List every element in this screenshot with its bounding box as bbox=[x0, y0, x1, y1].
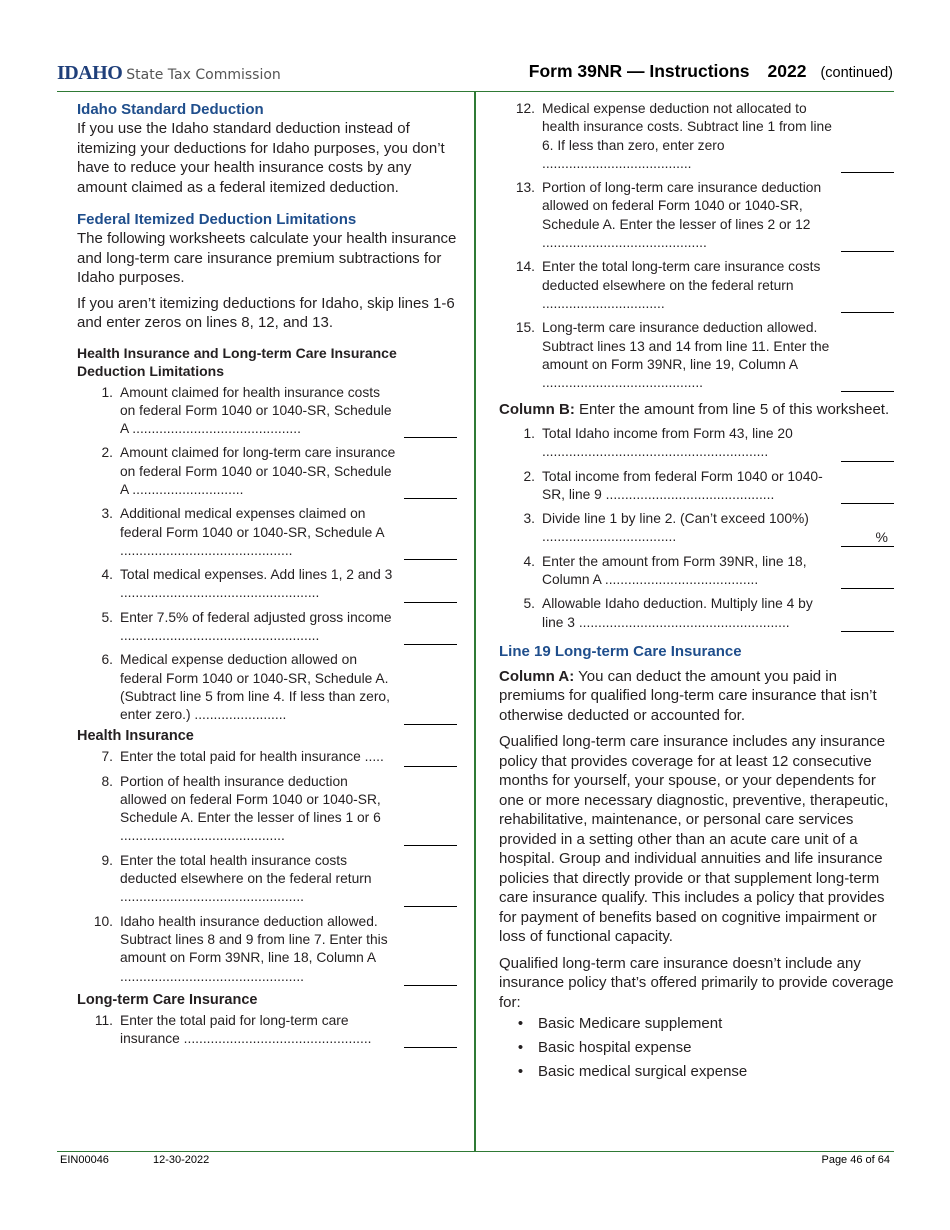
continued-label: (continued) bbox=[820, 65, 893, 81]
line-text: Medical expense deduction allowed on federal Form 1040 or 1040-SR, Schedule A. (Subtract line 5 from line 4. If less than zero, enter zero.) ........................ bbox=[120, 652, 390, 723]
amount-field[interactable] bbox=[841, 443, 894, 462]
list-item-text: Basic medical surgical expense bbox=[538, 1063, 748, 1081]
line-text: Total income from federal Form 1040 or 1040-SR, line 9 ............................................ bbox=[542, 468, 823, 502]
worksheet-line bbox=[77, 651, 457, 724]
column-a-body: You can deduct the amount you paid in premiums for qualified long-term care insurance that isn’t otherwise deducted or accounted for. bbox=[499, 667, 877, 724]
qualified-ltc-text: Qualified long-term care insurance includes any insurance policy that provides coverage for at least 12 consecutive months for yourself, your spouse, or your dependents for one or more necessary diagnostic, preventive, therapeutic, rehabilitative, maintenance, or personal care services provided in a setting other than an acute care unit of a hospital. Group and individual annuities and life insurance policies that directly provide or that supplement long-term care insurance qualify. This includes a policy that provides for payment of benefits based on cognitive impairment or loss of functional capacity. bbox=[499, 733, 889, 946]
amount-field[interactable] bbox=[841, 485, 894, 504]
agency-name: State Tax Commission bbox=[126, 67, 281, 83]
line-number: 8. bbox=[101, 773, 113, 789]
worksheet-lines-7-10 bbox=[77, 748, 457, 986]
line-text: Enter the total long-term care insurance costs deducted elsewhere on the federal return ................................ bbox=[542, 259, 821, 311]
line-number: 12. bbox=[515, 101, 535, 116]
worksheet-line bbox=[77, 748, 457, 767]
line-number: 1. bbox=[101, 384, 113, 400]
worksheet-line bbox=[499, 468, 894, 505]
list-item-text: Basic hospital expense bbox=[538, 1039, 692, 1057]
worksheet-line bbox=[499, 319, 894, 392]
worksheet-line bbox=[499, 258, 894, 313]
line-number: 9. bbox=[101, 852, 113, 868]
worksheet-line bbox=[499, 179, 894, 252]
amount-field[interactable] bbox=[404, 967, 457, 986]
column-b-lines bbox=[499, 425, 894, 632]
line-text: Portion of long-term care insurance deduction allowed on federal Form 1040 or 1040-SR, Schedule A. Enter the lesser of lines 2 or 12 ........................................... bbox=[542, 180, 822, 251]
column-a-label: Column A: bbox=[499, 667, 575, 685]
amount-field[interactable] bbox=[404, 541, 457, 560]
amount-field[interactable] bbox=[404, 748, 457, 767]
column-b-body: Enter the amount from line 5 of this worksheet. bbox=[574, 401, 890, 419]
footer-rule bbox=[57, 1151, 894, 1152]
left-column bbox=[77, 100, 457, 1048]
worksheet-line bbox=[77, 505, 457, 560]
line-text: Enter the amount from Form 39NR, line 18, Column A ........................................ bbox=[542, 553, 807, 588]
amount-field[interactable] bbox=[404, 584, 457, 603]
column-b-text bbox=[499, 400, 894, 420]
list-item-text: Basic Medicare supplement bbox=[538, 1015, 723, 1033]
list-item bbox=[499, 1036, 894, 1060]
line-number: 4. bbox=[101, 567, 113, 583]
line-number: 7. bbox=[101, 748, 113, 764]
worksheet-line-11 bbox=[77, 1012, 457, 1049]
amount-field[interactable] bbox=[841, 528, 894, 547]
line-number: 5. bbox=[101, 609, 113, 625]
amount-field[interactable] bbox=[841, 613, 894, 632]
ltc-heading: Long-term Care Insurance bbox=[77, 991, 258, 1008]
amount-field[interactable] bbox=[841, 373, 894, 392]
line-text: Portion of health insurance deduction allowed on federal Form 1040 or 1040-SR, Schedule A. Enter the lesser of lines 1 or 6 ........................................... bbox=[120, 773, 381, 844]
line-number: 11. bbox=[94, 1012, 113, 1028]
right-column bbox=[499, 100, 894, 1084]
worksheet-line bbox=[499, 553, 894, 590]
worksheet-line bbox=[499, 100, 894, 173]
line-text: Idaho health insurance deduction allowed. Subtract lines 8 and 9 from line 7. Enter this amount on Form 39NR, line 18, Column A ................................................ bbox=[120, 913, 388, 984]
line-number: 1. bbox=[523, 425, 535, 441]
line-text: Enter the total health insurance costs deducted elsewhere on the federal return ................................................ bbox=[120, 852, 372, 905]
line-text: Enter 7.5% of federal adjusted gross income .................................................... bbox=[120, 609, 392, 644]
line-text: Enter the total paid for long-term care insurance ................................................. bbox=[120, 1012, 372, 1047]
line-number: 13. bbox=[515, 180, 535, 196]
idaho-logo-mark: IDAHO bbox=[57, 62, 123, 84]
line-19-heading: Line 19 Long-term Care Insurance bbox=[499, 642, 742, 660]
fed-limits-heading: Federal Itemized Deduction Limitations bbox=[77, 211, 357, 228]
worksheet-line bbox=[77, 566, 457, 603]
form-title bbox=[529, 61, 893, 82]
line-text: Total medical expenses. Add lines 1, 2 and 3 .................................................... bbox=[120, 567, 393, 601]
line-text: Medical expense deduction not allocated to health insurance costs. Subtract line 1 from line 6. If less than zero, enter zero ....................................... bbox=[542, 101, 832, 171]
health-insurance-heading: Health Insurance bbox=[77, 727, 194, 744]
amount-field[interactable] bbox=[841, 294, 894, 313]
line-text: Allowable Idaho deduction. Multiply line 4 by line 3 ....................................................... bbox=[542, 596, 813, 630]
fed-limits-text: The following worksheets calculate your health insurance and long-term care insurance premium subtractions for Idaho purposes. bbox=[77, 230, 457, 286]
line-text: Enter the total paid for health insurance ..... bbox=[120, 748, 384, 764]
line-number: 4. bbox=[523, 553, 535, 569]
std-deduction-text: If you use the Idaho standard deduction instead of itemizing your deductions for Idaho purposes, you don’t have to reduce your health insurance costs by any amount claimed as a federal itemized deduction. bbox=[77, 120, 445, 196]
footer-date: 12-30-2022 bbox=[153, 1154, 210, 1166]
amount-field[interactable] bbox=[404, 888, 457, 907]
amount-field[interactable] bbox=[841, 233, 894, 252]
footer-page-number: Page 46 of 64 bbox=[821, 1154, 890, 1166]
worksheet-line bbox=[77, 773, 457, 846]
line-number: 3. bbox=[101, 506, 113, 522]
agency-logo bbox=[57, 62, 281, 85]
line-text: Divide line 1 by line 2. (Can’t exceed 100%) ................................... bbox=[542, 511, 809, 545]
footer-code: EIN00046 bbox=[60, 1154, 109, 1166]
bullet-icon: • bbox=[517, 1015, 524, 1033]
column-divider bbox=[474, 92, 476, 1151]
column-b-label: Column B: bbox=[499, 401, 575, 419]
amount-field[interactable] bbox=[841, 570, 894, 589]
bullet-icon: • bbox=[517, 1063, 524, 1081]
line-text: Total Idaho income from Form 43, line 20 ........................................................... bbox=[542, 425, 793, 460]
line-number: 5. bbox=[523, 596, 535, 612]
list-item bbox=[499, 1012, 894, 1036]
worksheet-line bbox=[499, 425, 894, 462]
amount-field[interactable] bbox=[404, 419, 457, 438]
line-text: Amount claimed for health insurance costs on federal Form 1040 or 1040-SR, Schedule A ............................................ bbox=[120, 384, 392, 437]
line-number: 2. bbox=[101, 445, 113, 461]
line-text: Amount claimed for long-term care insurance on federal Form 1040 or 1040-SR, Schedule A ............................. bbox=[120, 445, 396, 497]
amount-field[interactable] bbox=[404, 706, 457, 725]
line-number: 15. bbox=[515, 320, 535, 336]
column-a-text bbox=[499, 667, 894, 726]
worksheet-line bbox=[77, 1012, 457, 1049]
form-year: 2022 bbox=[767, 61, 807, 81]
worksheet-line bbox=[77, 913, 457, 986]
percent-unit: % bbox=[875, 528, 888, 545]
bullet-icon: • bbox=[517, 1039, 524, 1057]
line-number: 6. bbox=[101, 652, 113, 668]
amount-field[interactable] bbox=[404, 1029, 457, 1048]
worksheet-lines-1-6 bbox=[77, 384, 457, 725]
worksheet-line bbox=[77, 384, 457, 439]
worksheet-line bbox=[499, 510, 894, 547]
worksheet-line bbox=[77, 852, 457, 907]
amount-field[interactable] bbox=[841, 154, 894, 173]
worksheet-line bbox=[77, 609, 457, 646]
form-name: Form 39NR — Instructions bbox=[528, 61, 750, 81]
line-number: 14. bbox=[515, 259, 535, 275]
line-number: 3. bbox=[523, 511, 535, 527]
line-text: Long-term care insurance deduction allowed. Subtract lines 13 and 14 from line 11. Enter the amount on Form 39NR, line 19, Column A .......................................... bbox=[542, 320, 830, 391]
fed-limits-skip-text: If you aren’t itemizing deductions for Idaho, skip lines 1-6 and enter zeros on lines 8, 12, and 13. bbox=[77, 294, 455, 331]
qualified-ltc-exclusion-text: Qualified long-term care insurance doesn’t include any insurance policy that’s offered primarily to provide coverage for: bbox=[499, 954, 894, 1011]
amount-field[interactable] bbox=[404, 480, 457, 499]
line-number: 10. bbox=[93, 913, 113, 929]
std-deduction-heading: Idaho Standard Deduction bbox=[77, 101, 264, 118]
page-header bbox=[57, 58, 893, 92]
line-number: 2. bbox=[523, 468, 535, 484]
amount-field[interactable] bbox=[404, 626, 457, 645]
exclusion-list bbox=[499, 1012, 894, 1084]
list-item bbox=[499, 1060, 894, 1084]
worksheet-line bbox=[77, 444, 457, 499]
amount-field[interactable] bbox=[404, 827, 457, 846]
worksheet-lines-12-15 bbox=[499, 100, 894, 392]
worksheet-heading: Health Insurance and Long-term Care Insurance Deduction Limitations bbox=[77, 344, 397, 379]
worksheet-line bbox=[499, 595, 894, 632]
line-text: Additional medical expenses claimed on federal Form 1040 or 1040-SR, Schedule A ............................................. bbox=[120, 506, 384, 558]
